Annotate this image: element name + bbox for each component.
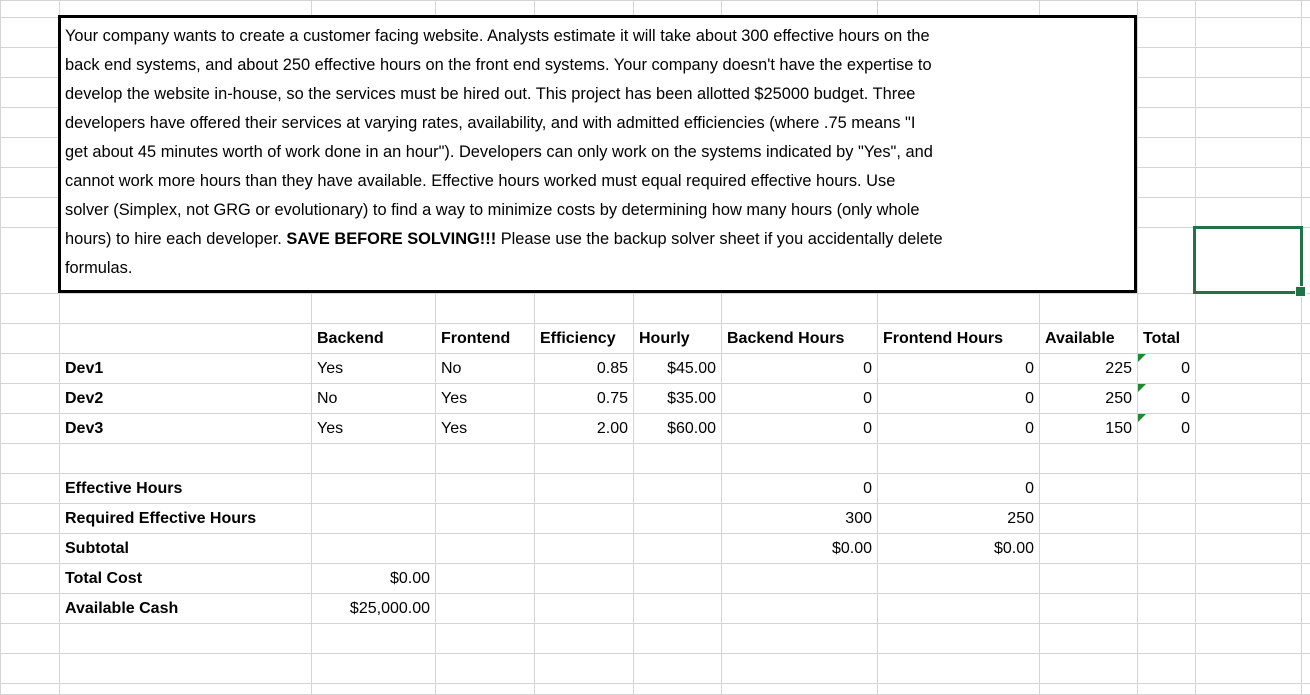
cell[interactable]	[634, 444, 722, 474]
total-cost-row	[1, 564, 1310, 594]
cell[interactable]	[1302, 108, 1310, 138]
cell[interactable]	[878, 444, 1040, 474]
instruction-line: solver (Simplex, not GRG or evolutionary) to find a way to minimize costs by determining how many hours (only whole	[65, 196, 1134, 225]
save-warning: SAVE BEFORE SOLVING!!!	[286, 230, 496, 248]
frontend-hours-cell[interactable]: 0	[878, 354, 1040, 384]
cell[interactable]	[535, 504, 634, 534]
cell[interactable]	[1138, 168, 1196, 198]
cell[interactable]	[1196, 108, 1302, 138]
cell[interactable]	[634, 474, 722, 504]
cell-selection-box[interactable]	[1193, 226, 1303, 294]
cell[interactable]	[1, 228, 60, 294]
cell[interactable]	[1040, 504, 1138, 534]
cell[interactable]	[1302, 684, 1310, 695]
cell[interactable]	[312, 444, 436, 474]
instruction-line: formulas.	[65, 254, 1134, 283]
instruction-text: Please use the backup solver sheet if you accidentally delete	[496, 230, 942, 248]
cell[interactable]	[1196, 504, 1302, 534]
header-row	[1, 324, 1310, 354]
cell[interactable]	[1, 444, 60, 474]
cell[interactable]	[1196, 1, 1302, 18]
cell[interactable]	[1302, 138, 1310, 168]
cell[interactable]	[1302, 594, 1310, 624]
cell[interactable]	[634, 654, 722, 684]
header-hourly[interactable]: Hourly	[634, 324, 722, 354]
cell[interactable]	[722, 444, 878, 474]
backend-cell[interactable]: No	[312, 384, 436, 414]
cell[interactable]	[1, 1, 60, 18]
cell[interactable]	[1, 138, 60, 168]
cell[interactable]	[535, 294, 634, 324]
cell[interactable]	[1302, 504, 1310, 534]
hourly-cell[interactable]: $35.00	[634, 384, 722, 414]
cell[interactable]	[1302, 48, 1310, 78]
cell[interactable]	[1302, 414, 1310, 444]
header-backend[interactable]: Backend	[312, 324, 436, 354]
table-row	[1, 384, 1310, 414]
cell[interactable]	[1302, 168, 1310, 198]
cell[interactable]	[1302, 384, 1310, 414]
cell[interactable]	[1302, 18, 1310, 48]
cell[interactable]	[722, 294, 878, 324]
instruction-line: Your company wants to create a customer facing website. Analysts estimate it will take about 300 effective hours on the	[65, 22, 1134, 51]
cell[interactable]	[722, 594, 878, 624]
cell[interactable]	[535, 564, 634, 594]
total-value: 0	[1181, 420, 1190, 437]
backend-hours-cell[interactable]: 0	[722, 354, 878, 384]
cell[interactable]	[1302, 294, 1310, 324]
header-backend-hours[interactable]: Backend Hours	[722, 324, 878, 354]
total-value: 0	[1181, 390, 1190, 407]
available-cell[interactable]: 225	[1040, 354, 1138, 384]
cell[interactable]	[1138, 474, 1196, 504]
cell[interactable]	[1, 18, 60, 48]
cell[interactable]	[1, 168, 60, 198]
cell[interactable]	[1040, 624, 1138, 654]
cell[interactable]	[1, 324, 60, 354]
cell[interactable]	[1196, 384, 1302, 414]
backend-cell[interactable]: Yes	[312, 354, 436, 384]
effective-hours-row	[1, 474, 1310, 504]
dev-name[interactable]: Dev2	[60, 384, 312, 414]
cell[interactable]	[1302, 654, 1310, 684]
effective-backend-cell[interactable]: 0	[722, 474, 878, 504]
cell[interactable]	[878, 654, 1040, 684]
cell[interactable]	[60, 444, 312, 474]
header-frontend-hours[interactable]: Frontend Hours	[878, 324, 1040, 354]
formula-warning-flag-icon[interactable]	[1138, 384, 1146, 392]
cell[interactable]	[634, 534, 722, 564]
cell[interactable]	[1138, 1, 1196, 18]
cell[interactable]	[634, 504, 722, 534]
cell[interactable]	[1, 48, 60, 78]
cell[interactable]	[878, 294, 1040, 324]
instruction-line: back end systems, and about 250 effective hours on the front end systems. Your company doesn't have the expertise to	[65, 51, 1134, 80]
cell[interactable]	[1196, 444, 1302, 474]
instruction-line: develop the website in-house, so the services must be hired out. This project has been allotted $25000 budget. Three	[65, 80, 1134, 109]
cell[interactable]	[60, 654, 312, 684]
available-cash-row	[1, 594, 1310, 624]
instructions-text-box[interactable]	[58, 15, 1137, 293]
total-cell[interactable]	[1138, 354, 1196, 384]
cell[interactable]	[1196, 48, 1302, 78]
cell[interactable]	[722, 654, 878, 684]
cell[interactable]	[1196, 354, 1302, 384]
instruction-line	[65, 225, 1134, 254]
cell[interactable]	[1, 78, 60, 108]
cell[interactable]	[1196, 198, 1302, 228]
efficiency-cell[interactable]: 0.85	[535, 354, 634, 384]
cell[interactable]	[634, 294, 722, 324]
cell[interactable]	[1, 384, 60, 414]
cell[interactable]	[1196, 168, 1302, 198]
cell[interactable]	[1302, 444, 1310, 474]
cell[interactable]	[60, 324, 312, 354]
available-cell[interactable]: 250	[1040, 384, 1138, 414]
cell[interactable]	[436, 444, 535, 474]
instruction-text: hours) to hire each developer.	[65, 230, 286, 248]
cell[interactable]	[60, 684, 312, 695]
cell[interactable]	[535, 534, 634, 564]
cell[interactable]	[1138, 594, 1196, 624]
cell[interactable]	[1196, 414, 1302, 444]
cell[interactable]	[878, 564, 1040, 594]
total-cell[interactable]	[1138, 384, 1196, 414]
cell[interactable]	[634, 564, 722, 594]
header-efficiency[interactable]: Efficiency	[535, 324, 634, 354]
backend-hours-cell[interactable]: 0	[722, 384, 878, 414]
cell[interactable]	[1196, 294, 1302, 324]
cell[interactable]	[1040, 594, 1138, 624]
cell[interactable]	[1196, 138, 1302, 168]
cell[interactable]	[1302, 78, 1310, 108]
cell[interactable]	[312, 474, 436, 504]
cell[interactable]	[634, 684, 722, 695]
effective-hours-label[interactable]: Effective Hours	[60, 474, 312, 504]
table-row	[1, 414, 1310, 444]
cell[interactable]	[312, 294, 436, 324]
required-backend-cell[interactable]: 300	[722, 504, 878, 534]
total-cost-cell[interactable]: $0.00	[312, 564, 436, 594]
total-cell[interactable]	[1138, 414, 1196, 444]
cell[interactable]	[1302, 354, 1310, 384]
cell[interactable]	[1, 108, 60, 138]
dev-name[interactable]: Dev3	[60, 414, 312, 444]
subtotal-row	[1, 534, 1310, 564]
cell[interactable]	[1196, 564, 1302, 594]
cell[interactable]	[1302, 198, 1310, 228]
cell[interactable]	[535, 444, 634, 474]
available-cash-label[interactable]: Available Cash	[60, 594, 312, 624]
cell[interactable]	[1138, 78, 1196, 108]
instruction-line: get about 45 minutes worth of work done in an hour"). Developers can only work on the systems indicated by "Yes", and	[65, 138, 1134, 167]
cell[interactable]	[312, 624, 436, 654]
cell[interactable]	[1196, 624, 1302, 654]
cell[interactable]	[1196, 474, 1302, 504]
cell[interactable]	[436, 564, 535, 594]
cell[interactable]	[1, 564, 60, 594]
cell[interactable]	[535, 624, 634, 654]
cell[interactable]	[1138, 564, 1196, 594]
cell[interactable]	[1196, 18, 1302, 48]
cell[interactable]	[60, 624, 312, 654]
cell[interactable]	[1040, 564, 1138, 594]
cell[interactable]	[1138, 48, 1196, 78]
frontend-hours-cell[interactable]: 0	[878, 414, 1040, 444]
cell[interactable]	[1, 294, 60, 324]
efficiency-cell[interactable]: 2.00	[535, 414, 634, 444]
required-hours-label[interactable]: Required Effective Hours	[60, 504, 312, 534]
cell[interactable]	[1040, 474, 1138, 504]
cell[interactable]	[436, 294, 535, 324]
cell[interactable]	[1196, 78, 1302, 108]
cell[interactable]	[1196, 324, 1302, 354]
cell[interactable]	[634, 594, 722, 624]
cell[interactable]	[436, 504, 535, 534]
hourly-cell[interactable]: $45.00	[634, 354, 722, 384]
cell[interactable]	[1040, 654, 1138, 684]
cell[interactable]	[436, 534, 535, 564]
cell[interactable]	[436, 624, 535, 654]
cell[interactable]	[878, 624, 1040, 654]
cell[interactable]	[312, 684, 436, 695]
instruction-line: cannot work more hours than they have available. Effective hours worked must equal required effective hours. Use	[65, 167, 1134, 196]
cell[interactable]	[1302, 564, 1310, 594]
instruction-line: developers have offered their services at varying rates, availability, and with admitted efficiencies (where .75 means "I	[65, 109, 1134, 138]
cell[interactable]	[1040, 294, 1138, 324]
total-value: 0	[1181, 360, 1190, 377]
cell[interactable]	[1196, 654, 1302, 684]
cell[interactable]	[722, 684, 878, 695]
cell[interactable]	[436, 594, 535, 624]
frontend-cell[interactable]: Yes	[436, 414, 535, 444]
cell[interactable]	[1138, 294, 1196, 324]
cell[interactable]	[1196, 594, 1302, 624]
cell[interactable]	[312, 504, 436, 534]
available-cash-cell[interactable]: $25,000.00	[312, 594, 436, 624]
cell[interactable]	[1302, 534, 1310, 564]
cell[interactable]	[1040, 534, 1138, 564]
cell[interactable]	[436, 474, 535, 504]
cell[interactable]	[1302, 474, 1310, 504]
cell[interactable]	[1, 534, 60, 564]
cell[interactable]	[1, 474, 60, 504]
cell[interactable]	[1138, 624, 1196, 654]
header-total[interactable]: Total	[1138, 324, 1196, 354]
backend-cell[interactable]: Yes	[312, 414, 436, 444]
cell[interactable]	[1138, 108, 1196, 138]
subtotal-frontend-cell[interactable]: $0.00	[878, 534, 1040, 564]
cell[interactable]	[436, 654, 535, 684]
cell[interactable]	[535, 474, 634, 504]
cell[interactable]	[1, 198, 60, 228]
cell[interactable]	[1196, 684, 1302, 695]
cell[interactable]	[1, 624, 60, 654]
cell[interactable]	[1138, 138, 1196, 168]
cell[interactable]	[1138, 228, 1196, 294]
table-row	[1, 354, 1310, 384]
cell[interactable]	[535, 654, 634, 684]
cell[interactable]	[1138, 198, 1196, 228]
cell[interactable]	[1, 594, 60, 624]
cell[interactable]	[1302, 1, 1310, 18]
cell[interactable]	[312, 534, 436, 564]
cell[interactable]	[722, 564, 878, 594]
cell[interactable]	[1, 654, 60, 684]
backend-hours-cell[interactable]: 0	[722, 414, 878, 444]
cell[interactable]	[1040, 684, 1138, 695]
frontend-cell[interactable]: No	[436, 354, 535, 384]
formula-warning-flag-icon[interactable]	[1138, 414, 1146, 422]
fill-handle[interactable]	[1295, 286, 1306, 297]
cell[interactable]	[1, 354, 60, 384]
dev-name[interactable]: Dev1	[60, 354, 312, 384]
formula-warning-flag-icon[interactable]	[1138, 354, 1146, 362]
available-cell[interactable]: 150	[1040, 414, 1138, 444]
cell[interactable]	[1138, 654, 1196, 684]
frontend-hours-cell[interactable]: 0	[878, 384, 1040, 414]
subtotal-label[interactable]: Subtotal	[60, 534, 312, 564]
cell[interactable]	[1138, 684, 1196, 695]
total-cost-label[interactable]: Total Cost	[60, 564, 312, 594]
cell[interactable]	[312, 654, 436, 684]
cell[interactable]	[60, 294, 312, 324]
cell[interactable]	[436, 684, 535, 695]
cell[interactable]	[878, 594, 1040, 624]
cell[interactable]	[1138, 444, 1196, 474]
cell[interactable]	[634, 624, 722, 654]
cell[interactable]	[878, 684, 1040, 695]
cell[interactable]	[722, 624, 878, 654]
cell[interactable]	[1196, 534, 1302, 564]
cell[interactable]	[1302, 324, 1310, 354]
header-frontend[interactable]: Frontend	[436, 324, 535, 354]
header-available[interactable]: Available	[1040, 324, 1138, 354]
efficiency-cell[interactable]: 0.75	[535, 384, 634, 414]
cell[interactable]	[1040, 444, 1138, 474]
frontend-cell[interactable]: Yes	[436, 384, 535, 414]
cell[interactable]	[535, 684, 634, 695]
cell[interactable]	[1138, 534, 1196, 564]
cell[interactable]	[535, 594, 634, 624]
cell[interactable]	[1138, 504, 1196, 534]
effective-frontend-cell[interactable]: 0	[878, 474, 1040, 504]
cell[interactable]	[1302, 624, 1310, 654]
cell[interactable]	[1138, 18, 1196, 48]
cell[interactable]	[1, 684, 60, 695]
hourly-cell[interactable]: $60.00	[634, 414, 722, 444]
cell[interactable]	[1, 504, 60, 534]
subtotal-backend-cell[interactable]: $0.00	[722, 534, 878, 564]
required-frontend-cell[interactable]: 250	[878, 504, 1040, 534]
cell[interactable]	[1, 414, 60, 444]
required-hours-row	[1, 504, 1310, 534]
